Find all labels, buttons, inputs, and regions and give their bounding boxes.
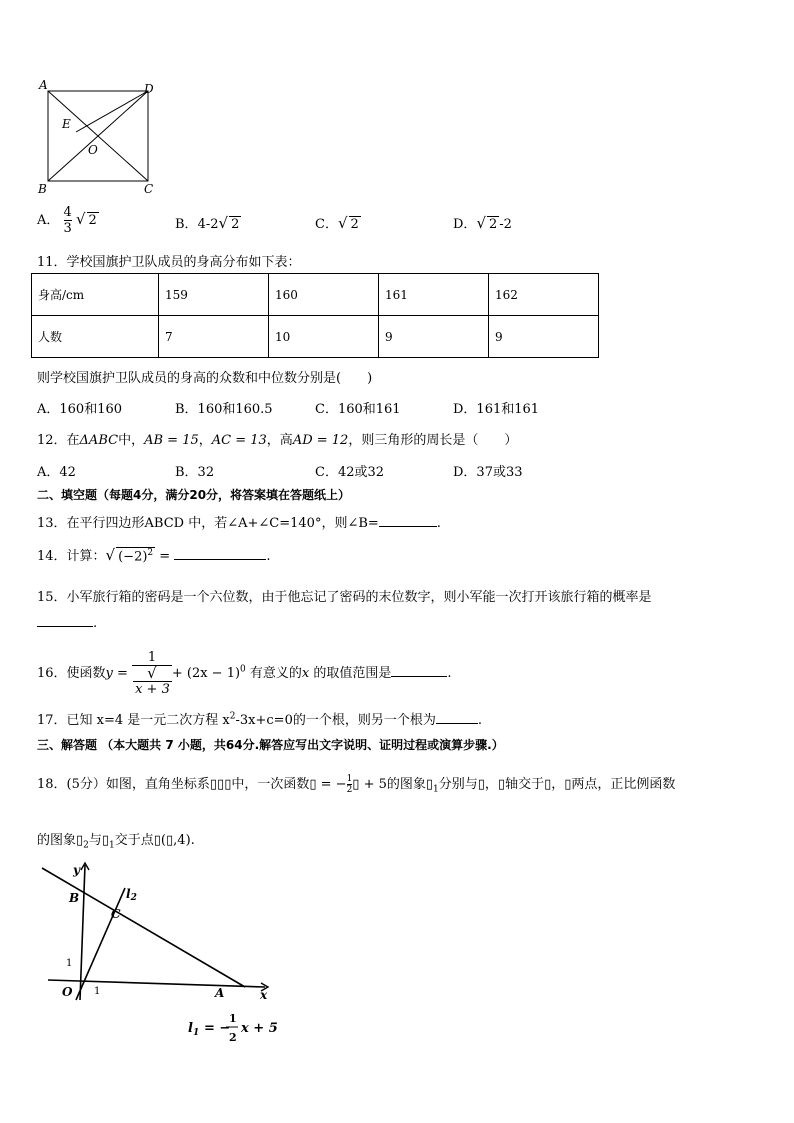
fraction: 1 √ x + 3 [132, 650, 172, 697]
answer-blank [37, 626, 93, 627]
q18-line1: 18．(5分）如图，直角坐标系▯▯▯中，一次函数▯ = − $\frac{1}{2}$ ▯ + 5的图象$▯_1$分别与▯，▯轴交于▯，▯两点，正比例函数 [37, 774, 676, 795]
label-e: E [62, 117, 71, 131]
q11-option-c: C．160和161 [315, 402, 401, 417]
answer-blank [436, 723, 478, 724]
answer-blank [379, 526, 437, 527]
table-cell: 7 [159, 316, 269, 358]
svg-text:2: 2 [229, 1031, 237, 1044]
line-l1 [42, 868, 245, 987]
q10-option-c: C．√ 2 [315, 214, 359, 232]
table-cell: 9 [379, 316, 489, 358]
l1-equation [188, 1012, 278, 1044]
svg-text:x + 5: x + 5 [241, 1021, 278, 1036]
table-cell: 161 [379, 274, 489, 316]
x-axis-label: x [260, 988, 268, 1002]
x-tick-1: 1 [94, 986, 101, 997]
section-fill-in-heading: 二、填空题（每题4分，满分20分，将答案填在答题纸上） [37, 488, 351, 502]
l2-label: l2 [126, 887, 137, 903]
svg-text:1: 1 [229, 1012, 237, 1025]
answer-blank [391, 676, 447, 677]
q15-answer-line: . [37, 616, 97, 631]
fraction: $\frac{1}{2}$ [346, 774, 353, 795]
label-d: D [144, 82, 154, 96]
svg-text:l1: $l_1$ [188, 1021, 200, 1038]
q11-stem: 11．学校国旗护卫队成员的身高分布如下表： [37, 255, 301, 270]
q12-option-d: D．37或33 [453, 465, 523, 480]
table-cell: 162 [489, 274, 599, 316]
radical-sign: √ [218, 214, 229, 232]
point-b-label: B [69, 891, 80, 905]
section-solve-heading: 三、解答题 （本大题共 7 小题，共64分.解答应写出文字说明、证明过程或演算步骤.） [37, 738, 504, 752]
table-cell: 10 [269, 316, 379, 358]
q10-option-b: B．4-2√ 2 [175, 214, 240, 232]
table-row [32, 274, 599, 316]
y-tick-1: 1 [66, 958, 73, 969]
table-cell: 9 [489, 316, 599, 358]
table-cell: 人数 [32, 316, 159, 358]
square-figure [36, 78, 160, 198]
label-o: O [88, 143, 98, 157]
segment-de [76, 91, 148, 132]
table-cell: 159 [159, 274, 269, 316]
q10-option-a: A． $\frac{4}{3}$ √ 2 [37, 205, 97, 236]
point-c-label: C [111, 907, 121, 921]
answer-blank [174, 559, 266, 560]
svg-text:= −: = − [204, 1021, 231, 1036]
q12-stem: 12．在ΔABC中，AB = 15，AC = 13，高AD = 12，则三角形的周长是（ ） [37, 433, 518, 448]
radical-sign: √ [337, 214, 348, 232]
table-cell: 160 [269, 274, 379, 316]
radical-sign: √ [147, 664, 157, 682]
label-b: B [38, 182, 47, 196]
q18-line2: 的图象$▯_2$与$▯_1$交于点▯(▯,4). [37, 833, 195, 851]
point-a-label: A [215, 986, 225, 1000]
q11-option-d: D．161和161 [453, 402, 540, 417]
height-table [31, 273, 599, 358]
table-row [32, 316, 599, 358]
q12-option-c: C．42或32 [315, 465, 385, 480]
q12-option-a: A．42 [37, 465, 76, 480]
radical-sign: √ [75, 210, 86, 228]
label-a: A [39, 78, 48, 92]
q13: 13．在平行四边形ABCD 中，若∠A+∠C=140°，则∠B= . [37, 516, 441, 531]
q11-question: 则学校国旗护卫队成员的身高的众数和中位数分别是( ) [37, 371, 373, 386]
q10-option-d: D．√ 2 -2 [453, 214, 512, 232]
table-cell: 身高/cm [32, 274, 159, 316]
q11-option-b: B．160和160.5 [175, 402, 273, 417]
radical-sign: √ [105, 546, 116, 564]
q12-option-b: B．32 [175, 465, 215, 480]
label-c: C [144, 182, 154, 196]
origin-label: O [62, 985, 73, 999]
q11-option-a: A．160和160 [37, 402, 123, 417]
q15: 15．小军旅行箱的密码是一个六位数，由于他忘记了密码的末位数字，则小军能一次打开该旅行箱的概率是 [37, 590, 652, 605]
q16: 16．使函数y = 1 √ x + 3 + $(2x - 1)^0$ 有意义的x 的取值范围是 . [37, 650, 452, 697]
radical-sign: √ [476, 214, 486, 232]
q14: 14．计算：√ $(-2)^2$ = . [37, 546, 271, 564]
coordinate-graph [40, 860, 290, 1045]
y-axis-label: y [73, 863, 80, 877]
q17: 17．已知 x=4 是一元二次方程 $x^2-3x+c=0$的一个根，则另一个根为 . [37, 711, 482, 728]
fraction: $\frac{4}{3}$ [63, 205, 72, 236]
